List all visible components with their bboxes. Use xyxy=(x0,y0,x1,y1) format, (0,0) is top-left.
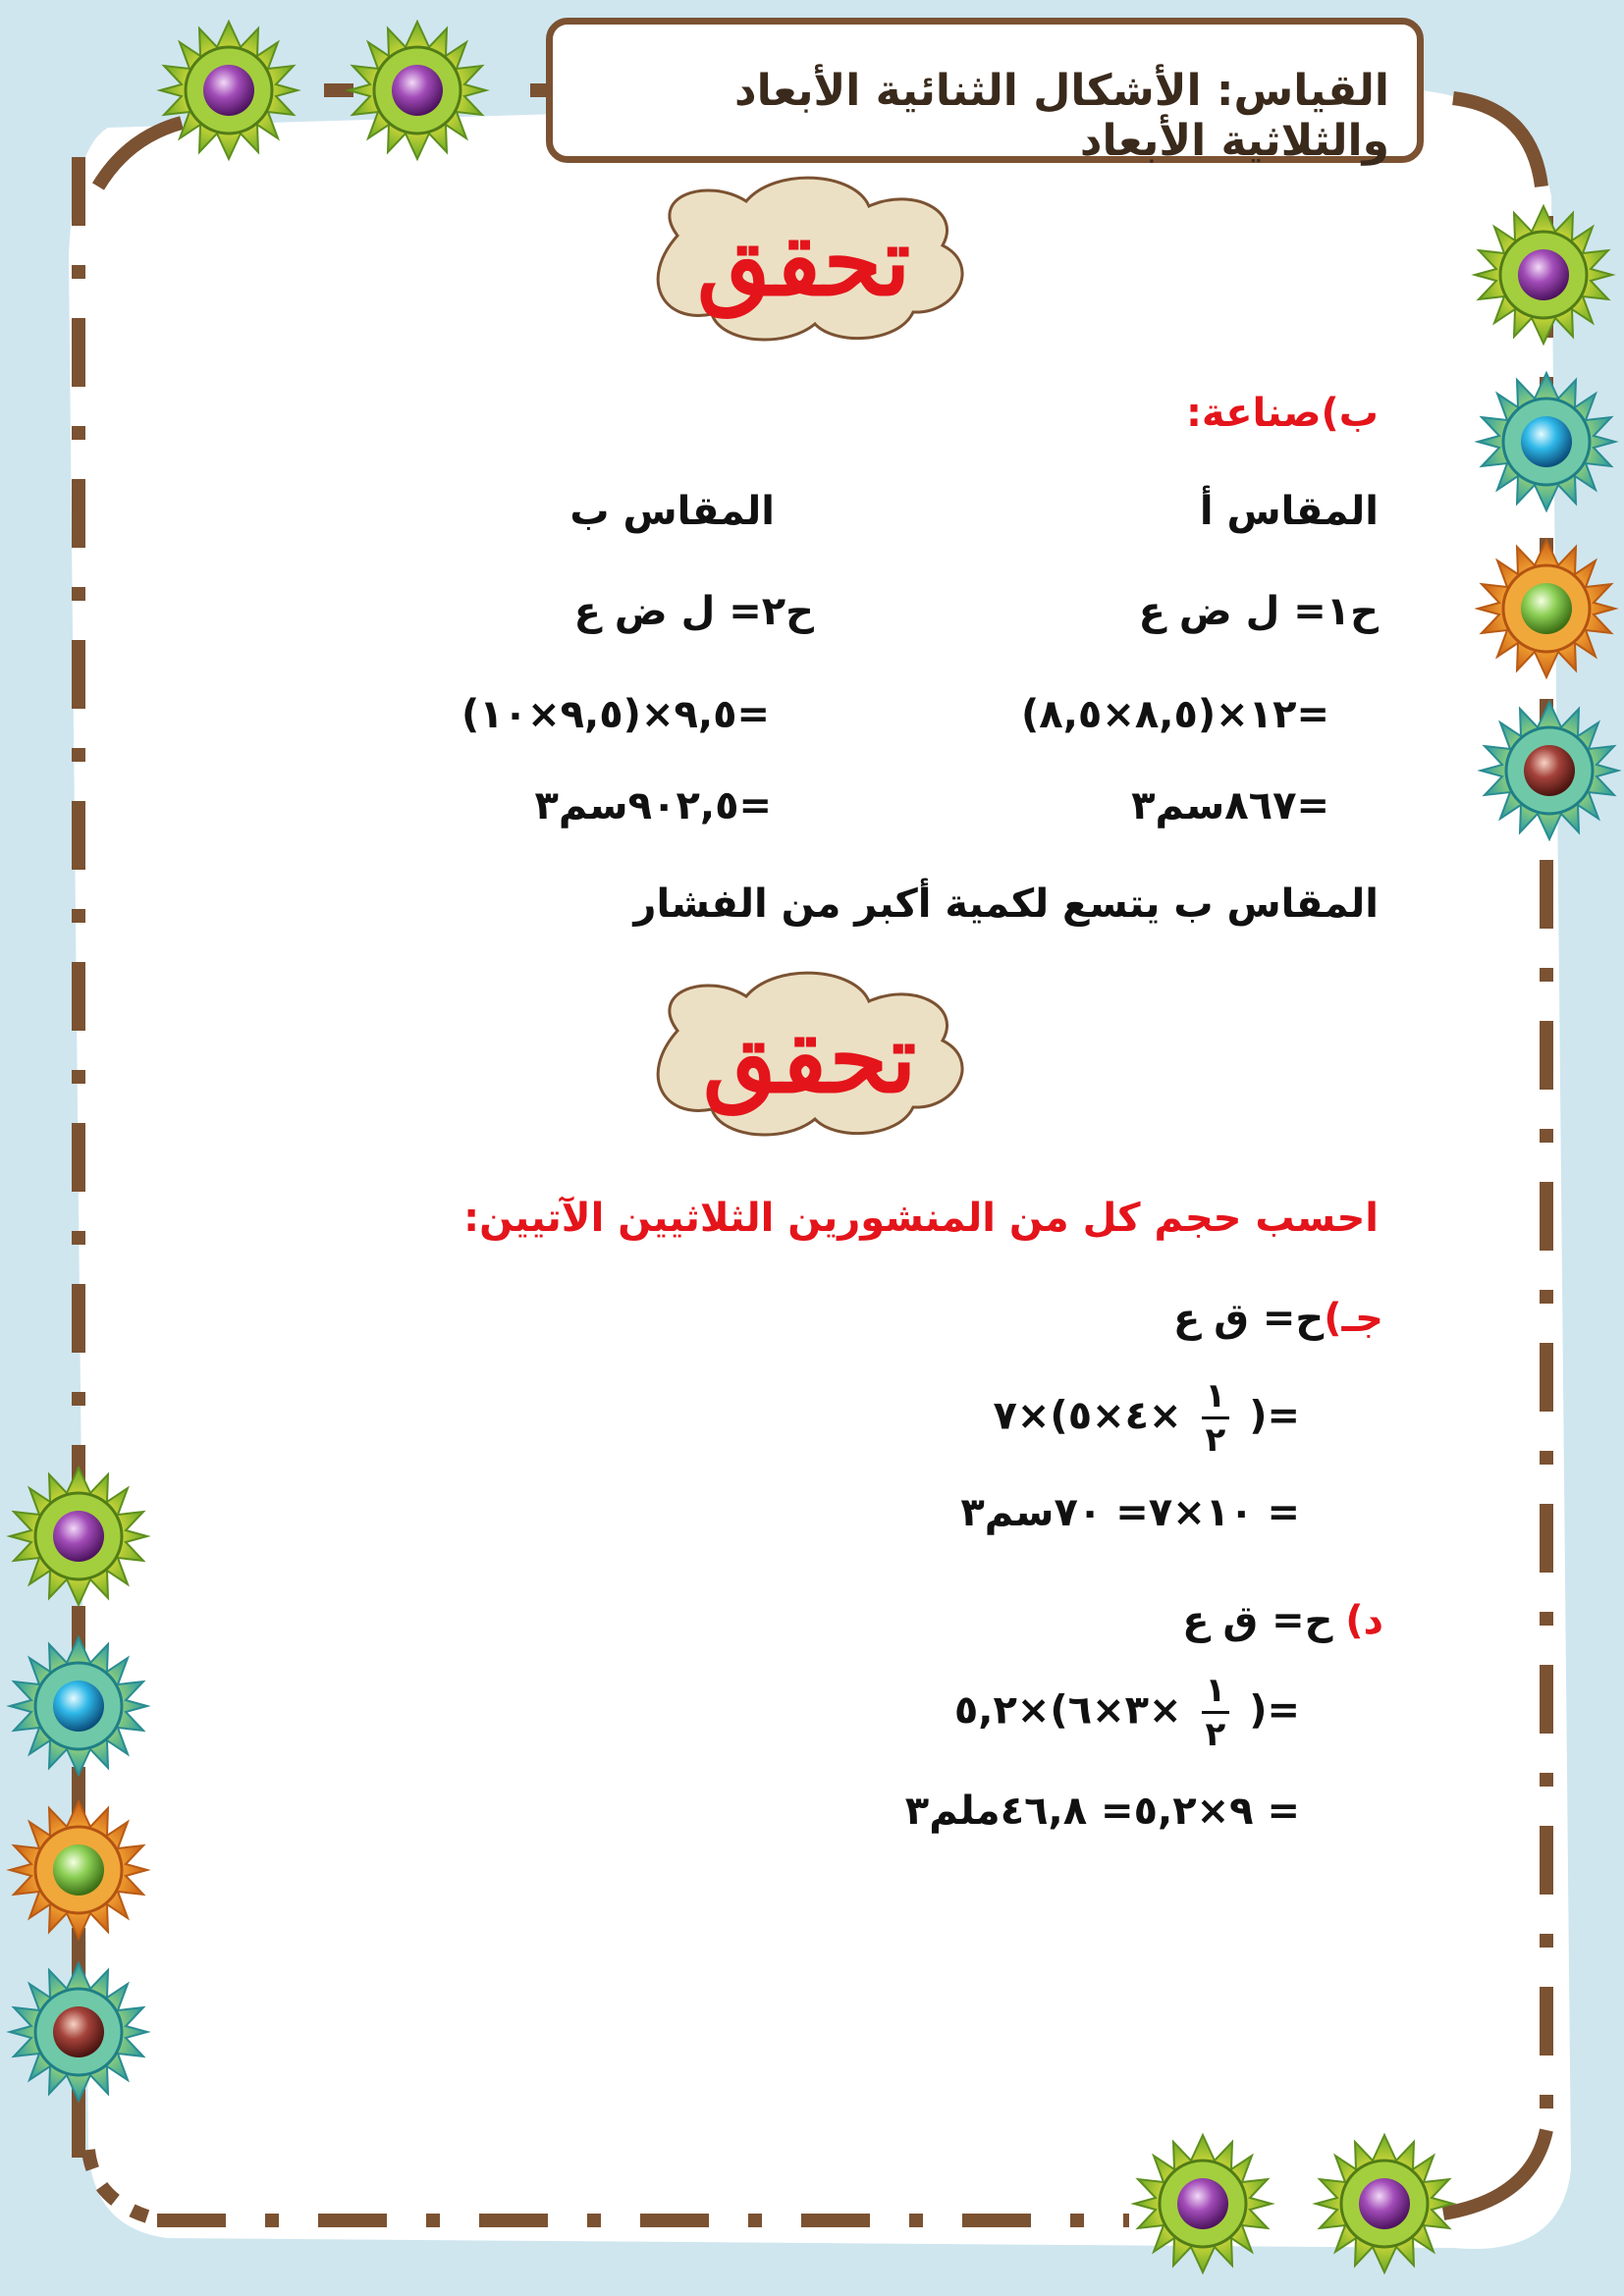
part-d-step1 xyxy=(953,1671,1300,1754)
ornament-top-left-1 xyxy=(160,22,298,159)
part-c-label: جـ) xyxy=(1324,1296,1383,1341)
col-b-formula: ح٢= ل ض ع xyxy=(573,589,814,634)
part-c-step2: = ١٠×٧= ٧٠سم٣ xyxy=(960,1490,1300,1535)
part-c-frac-den: ٢ xyxy=(1205,1420,1226,1460)
part-d-frac-den: ٢ xyxy=(1205,1715,1226,1754)
header-title-box xyxy=(546,18,1424,166)
col-a-step1: =١٢×(٨,٥×٨,٥) xyxy=(1021,692,1329,737)
col-a-heading: المقاس أ xyxy=(1199,489,1379,534)
col-a-step2: =٨٦٧سم٣ xyxy=(1131,783,1329,828)
part-d-step1-prefix: =( xyxy=(1249,1687,1300,1734)
part-d-step2: = ٩×٥,٢= ٤٦,٨ملم٣ xyxy=(904,1789,1300,1834)
part-c-step1 xyxy=(993,1376,1300,1460)
cloud-label-check-2: تحقق xyxy=(703,1003,917,1114)
page-title: القياس: الأشكال الثنائية الأبعاد والثلاثية الأبعاد xyxy=(734,66,1389,166)
part-c-fraction xyxy=(1202,1376,1230,1460)
part-c-frac-num: ١ xyxy=(1202,1379,1230,1419)
part-d-label: د) xyxy=(1345,1598,1383,1643)
cloud-label-check-1: تحقق xyxy=(697,206,911,317)
conclusion-text: المقاس ب يتسع لكمية أكبر من الفشار xyxy=(633,881,1379,927)
part-d-step1-suffix: ×٣×٦)×٥,٢ xyxy=(953,1687,1182,1734)
col-a-formula: ح١= ل ض ع xyxy=(1138,589,1379,634)
part-c-step1-prefix: =( xyxy=(1249,1393,1300,1439)
instruction-text: احسب حجم كل من المنشورين الثلاثيين الآتيين: xyxy=(463,1196,1379,1241)
part-c-step1-suffix: ×٤×٥)×٧ xyxy=(993,1393,1182,1439)
part-d-fraction xyxy=(1202,1671,1230,1754)
question-label-b: ب)صناعة: xyxy=(1185,391,1379,436)
part-d-heading xyxy=(1182,1598,1383,1643)
part-d-formula: ح= ق ع xyxy=(1182,1598,1333,1643)
part-c-formula: ح= ق ع xyxy=(1172,1296,1325,1341)
part-c-heading xyxy=(1173,1296,1383,1341)
col-b-step1: =٩,٥×(٩,٥×١٠) xyxy=(461,692,770,737)
col-b-step2: =٩٠٢,٥سم٣ xyxy=(534,783,772,828)
col-b-heading: المقاس ب xyxy=(569,489,775,534)
part-d-frac-num: ١ xyxy=(1202,1674,1230,1714)
